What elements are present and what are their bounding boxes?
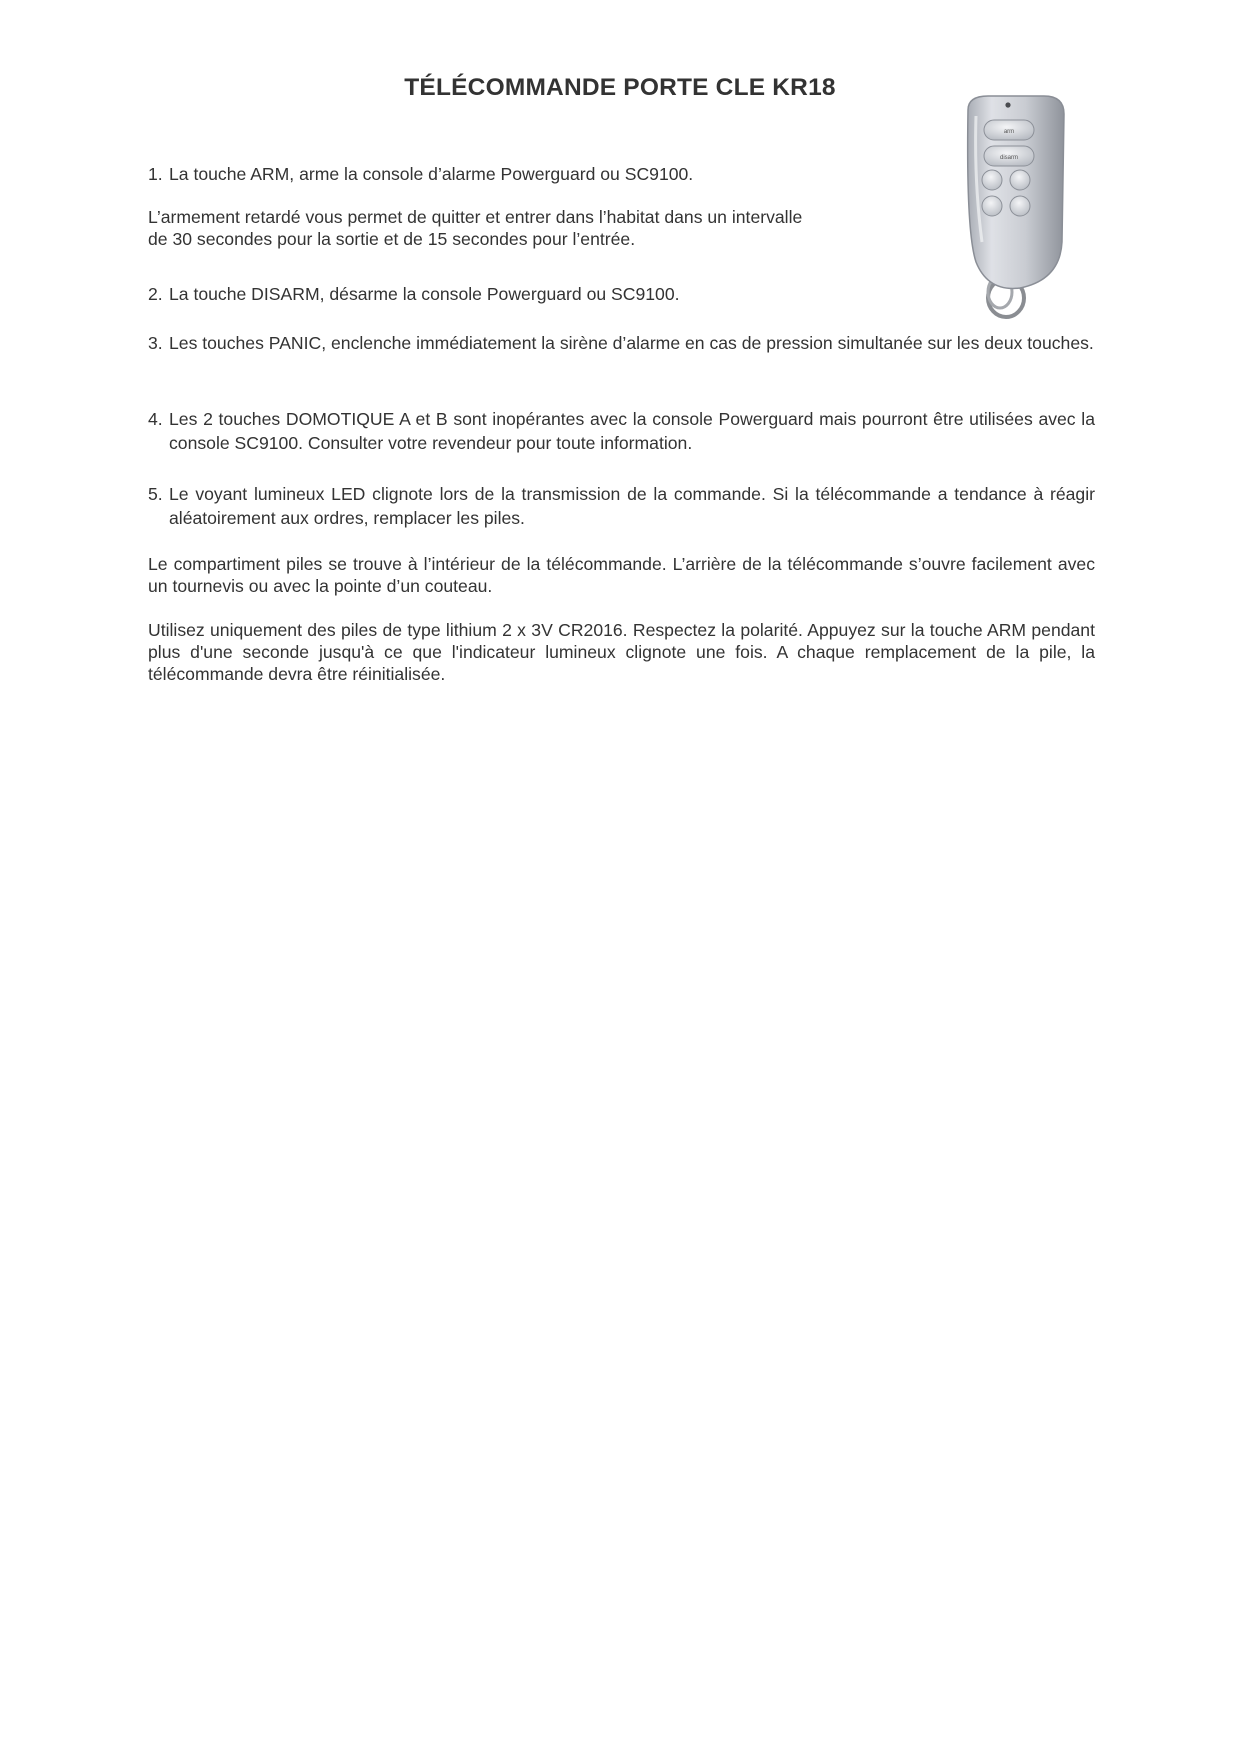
instruction-item-3 bbox=[148, 331, 1095, 355]
item-text: Les touches PANIC, enclenche immédiatement la sirène d’alarme en cas de pression simultanée sur les deux touches. bbox=[169, 333, 1094, 353]
led-indicator-shape bbox=[1005, 102, 1010, 107]
item-text: Les 2 touches DOMOTIQUE A et B sont inopérantes avec la console Powerguard mais pourront être utilisées avec la console SC9100. Consulter votre revendeur pour toute information. bbox=[169, 409, 1095, 453]
item-text: Le voyant lumineux LED clignote lors de la transmission de la commande. Si la télécommande a tendance à réagir aléatoirement aux ordres, remplacer les piles. bbox=[169, 484, 1095, 528]
item-number: 3. bbox=[148, 333, 163, 353]
item-number: 5. bbox=[148, 484, 163, 504]
delay-line-2: de 30 secondes pour la sortie et de 15 secondes pour l’entrée. bbox=[148, 229, 636, 249]
instruction-item-2 bbox=[148, 282, 1095, 306]
battery-usage-paragraph: Utilisez uniquement des piles de type lithium 2 x 3V CR2016. Respectez la polarité. Appuyez sur la touche ARM pendant plus d'une seconde jusqu'à ce que l'indicateur lumineux clignote une fois. A chaque remplacement de la pile, la télécommande devra être réinitialisée. bbox=[148, 620, 1095, 684]
item-number: 2. bbox=[148, 284, 163, 304]
arm-button-label: arm bbox=[1003, 129, 1015, 135]
item-text: La touche ARM, arme la console d’alarme Powerguard ou SC9100. bbox=[169, 164, 694, 184]
document-title: TÉLÉCOMMANDE PORTE CLE KR18 bbox=[404, 74, 836, 101]
instruction-item-1 bbox=[148, 162, 1095, 186]
delay-line-1: L’armement retardé vous permet de quitter et entrer dans l’habitat dans un intervalle bbox=[148, 207, 803, 227]
item-number: 4. bbox=[148, 409, 163, 429]
item-number: 1. bbox=[148, 164, 163, 184]
item-text: La touche DISARM, désarme la console Powerguard ou SC9100. bbox=[169, 284, 680, 304]
domotique-b-button-shape bbox=[1010, 196, 1030, 216]
battery-compartment-paragraph: Le compartiment piles se trouve à l’intérieur de la télécommande. L’arrière de la télécommande s’ouvre facilement avec un tournevis ou avec la pointe d’un couteau. bbox=[148, 554, 1095, 596]
instruction-item-4 bbox=[148, 407, 1095, 455]
instruction-item-5 bbox=[148, 482, 1095, 530]
domotique-a-button-shape bbox=[982, 196, 1002, 216]
disarm-button-label: disarm bbox=[999, 155, 1019, 161]
